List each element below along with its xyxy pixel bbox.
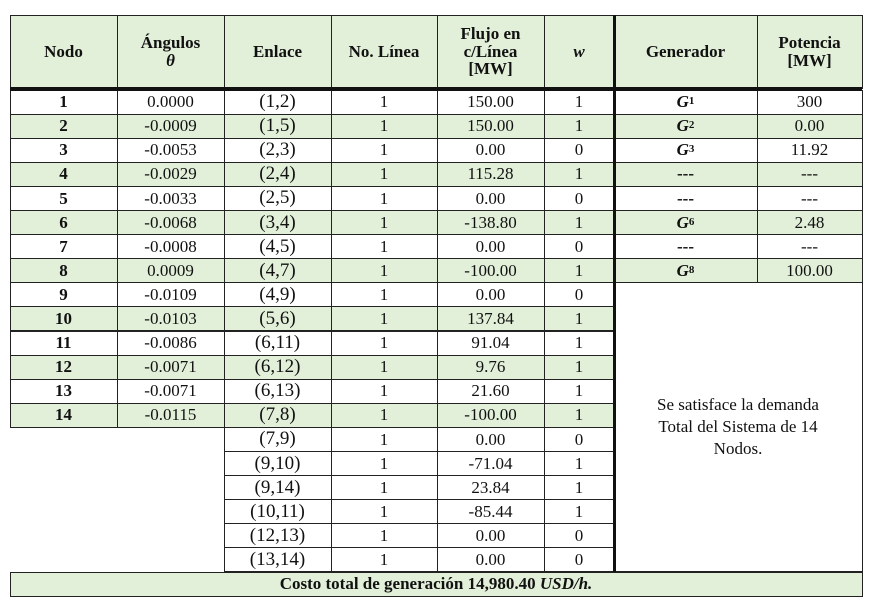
header-no-linea: No. Línea: [331, 15, 438, 89]
generator-symbol: G: [676, 260, 689, 280]
node-id: 11: [10, 331, 118, 356]
line-flow: 0.00: [437, 186, 545, 211]
generator-name: [614, 186, 758, 211]
line-number: 1: [331, 355, 438, 380]
section-divider: [613, 15, 616, 572]
line-number: 1: [331, 379, 438, 404]
line-flow: -71.04: [437, 451, 545, 476]
generator-symbol: ---: [677, 188, 694, 208]
line-flow: 0.00: [437, 523, 545, 548]
line-w: 0: [544, 547, 615, 572]
line-w: 0: [544, 523, 615, 548]
generator-symbol: G: [676, 92, 689, 112]
line-link: (3,4): [224, 210, 332, 235]
line-w: 1: [544, 331, 615, 356]
line-number: 1: [331, 499, 438, 524]
node-id: 6: [10, 210, 118, 235]
node-id: 8: [10, 258, 118, 283]
line-link: (6,11): [224, 331, 332, 356]
node-angle: -0.0008: [117, 234, 225, 259]
generator-name: [614, 114, 758, 139]
line-w: 1: [544, 210, 615, 235]
line-flow: 0.00: [437, 547, 545, 572]
node-angle: -0.0029: [117, 162, 225, 187]
line-flow: 0.00: [437, 138, 545, 163]
header-w: w: [544, 15, 615, 89]
line-number: 1: [331, 282, 438, 307]
demand-note: Se satisface la demanda Total del Sistema de 14 Nodos.: [614, 282, 863, 572]
line-link: (7,8): [224, 403, 332, 428]
generator-power: ---: [757, 162, 863, 187]
generator-symbol: G: [676, 212, 689, 232]
line-link: (2,3): [224, 138, 332, 163]
line-link: (2,5): [224, 186, 332, 211]
node-id: 14: [10, 403, 118, 428]
generator-index: 8: [688, 263, 695, 276]
header-generador: Generador: [614, 15, 758, 89]
node-id: 5: [10, 186, 118, 211]
line-number: 1: [331, 475, 438, 500]
line-number: 1: [331, 90, 438, 115]
line-link: (5,6): [224, 306, 332, 331]
header-theta-symbol: θ: [166, 50, 175, 70]
line-number: 1: [331, 523, 438, 548]
node-id: 2: [10, 114, 118, 139]
line-link: (1,2): [224, 90, 332, 115]
generator-power: 11.92: [757, 138, 863, 163]
line-number: 1: [331, 186, 438, 211]
line-flow: -100.00: [437, 403, 545, 428]
line-number: 1: [331, 258, 438, 283]
line-w: 0: [544, 234, 615, 259]
node-angle: -0.0109: [117, 282, 225, 307]
generator-symbol: G: [676, 116, 689, 136]
results-table: [10, 15, 862, 596]
generator-index: 6: [688, 215, 695, 228]
line-flow: 0.00: [437, 282, 545, 307]
node-angle: 0.0000: [117, 90, 225, 115]
line-number: 1: [331, 306, 438, 331]
node-angle: -0.0071: [117, 379, 225, 404]
generator-power: 100.00: [757, 258, 863, 283]
line-flow: 23.84: [437, 475, 545, 500]
line-w: 1: [544, 403, 615, 428]
line-w: 1: [544, 379, 615, 404]
line-flow: 21.60: [437, 379, 545, 404]
node-angle: -0.0033: [117, 186, 225, 211]
generator-power: 0.00: [757, 114, 863, 139]
line-flow: 137.84: [437, 306, 545, 331]
generator-power: 2.48: [757, 210, 863, 235]
line-link: (10,11): [224, 499, 332, 524]
line-link: (9,14): [224, 475, 332, 500]
node-angle: -0.0053: [117, 138, 225, 163]
generator-name: [614, 138, 758, 163]
line-w: 1: [544, 451, 615, 476]
line-w: 1: [544, 258, 615, 283]
node-id: 4: [10, 162, 118, 187]
line-flow: 150.00: [437, 90, 545, 115]
line-link: (4,7): [224, 258, 332, 283]
node-angle: 0.0009: [117, 258, 225, 283]
node-id: 7: [10, 234, 118, 259]
line-flow: -100.00: [437, 258, 545, 283]
line-flow: 0.00: [437, 427, 545, 452]
line-flow: 0.00: [437, 234, 545, 259]
line-w: 1: [544, 162, 615, 187]
cost-unit: USD: [539, 574, 574, 594]
line-link: (4,9): [224, 282, 332, 307]
node-id: 1: [10, 90, 118, 115]
line-w: 1: [544, 114, 615, 139]
header-enlace: Enlace: [224, 15, 332, 89]
line-w: 1: [544, 306, 615, 331]
line-flow: 91.04: [437, 331, 545, 356]
header-potencia: Potencia [MW]: [757, 15, 863, 89]
line-w: 1: [544, 475, 615, 500]
line-w: 1: [544, 499, 615, 524]
generator-power: ---: [757, 234, 863, 259]
generator-name: [614, 210, 758, 235]
line-w: 1: [544, 355, 615, 380]
generator-index: 3: [688, 143, 695, 156]
node-angle: -0.0103: [117, 306, 225, 331]
total-cost-footer: [10, 572, 863, 597]
node-angle: -0.0071: [117, 355, 225, 380]
line-number: 1: [331, 451, 438, 476]
node-angle: -0.0009: [117, 114, 225, 139]
line-number: 1: [331, 138, 438, 163]
line-w: 1: [544, 90, 615, 115]
generator-index: 2: [688, 119, 695, 132]
header-nodo: Nodo: [10, 15, 118, 89]
line-w: 0: [544, 427, 615, 452]
node-id: 12: [10, 355, 118, 380]
line-number: 1: [331, 427, 438, 452]
line-link: (1,5): [224, 114, 332, 139]
line-flow: -138.80: [437, 210, 545, 235]
generator-name: [614, 258, 758, 283]
node-id: 9: [10, 282, 118, 307]
line-link: (4,5): [224, 234, 332, 259]
line-flow: 9.76: [437, 355, 545, 380]
line-number: 1: [331, 403, 438, 428]
line-number: 1: [331, 210, 438, 235]
header-divider: [10, 87, 862, 91]
line-link: (6,13): [224, 379, 332, 404]
node-angle: -0.0068: [117, 210, 225, 235]
header-flujo: Flujo en c/Línea [MW]: [437, 15, 545, 89]
generator-symbol: G: [676, 140, 689, 160]
node-angle: -0.0086: [117, 331, 225, 356]
total-cost-text: Costo total de generación 14,980.40: [279, 574, 536, 594]
line-flow: 115.28: [437, 162, 545, 187]
line-number: 1: [331, 331, 438, 356]
generator-name: [614, 162, 758, 187]
generator-name: [614, 234, 758, 259]
cost-unit-suffix: /h.: [573, 574, 593, 594]
line-number: 1: [331, 547, 438, 572]
line-flow: 150.00: [437, 114, 545, 139]
generator-symbol: ---: [677, 164, 694, 184]
line-w: 0: [544, 282, 615, 307]
line-link: (9,10): [224, 451, 332, 476]
line-number: 1: [331, 162, 438, 187]
header-angulos-label: Ángulos: [140, 32, 201, 52]
line-flow: -85.44: [437, 499, 545, 524]
line-number: 1: [331, 234, 438, 259]
line-link: (13,14): [224, 547, 332, 572]
generator-power: 300: [757, 90, 863, 115]
generator-symbol: ---: [677, 236, 694, 256]
line-number: 1: [331, 114, 438, 139]
line-link: (7,9): [224, 427, 332, 452]
generator-power: ---: [757, 186, 863, 211]
line-w: 0: [544, 138, 615, 163]
generator-index: 1: [688, 95, 695, 108]
line-w: 0: [544, 186, 615, 211]
node-id: 3: [10, 138, 118, 163]
generator-name: [614, 90, 758, 115]
node-angle: -0.0115: [117, 403, 225, 428]
node-id: 13: [10, 379, 118, 404]
header-angulos: [117, 15, 225, 89]
line-link: (12,13): [224, 523, 332, 548]
line-link: (2,4): [224, 162, 332, 187]
node-id: 10: [10, 306, 118, 331]
line-link: (6,12): [224, 355, 332, 380]
